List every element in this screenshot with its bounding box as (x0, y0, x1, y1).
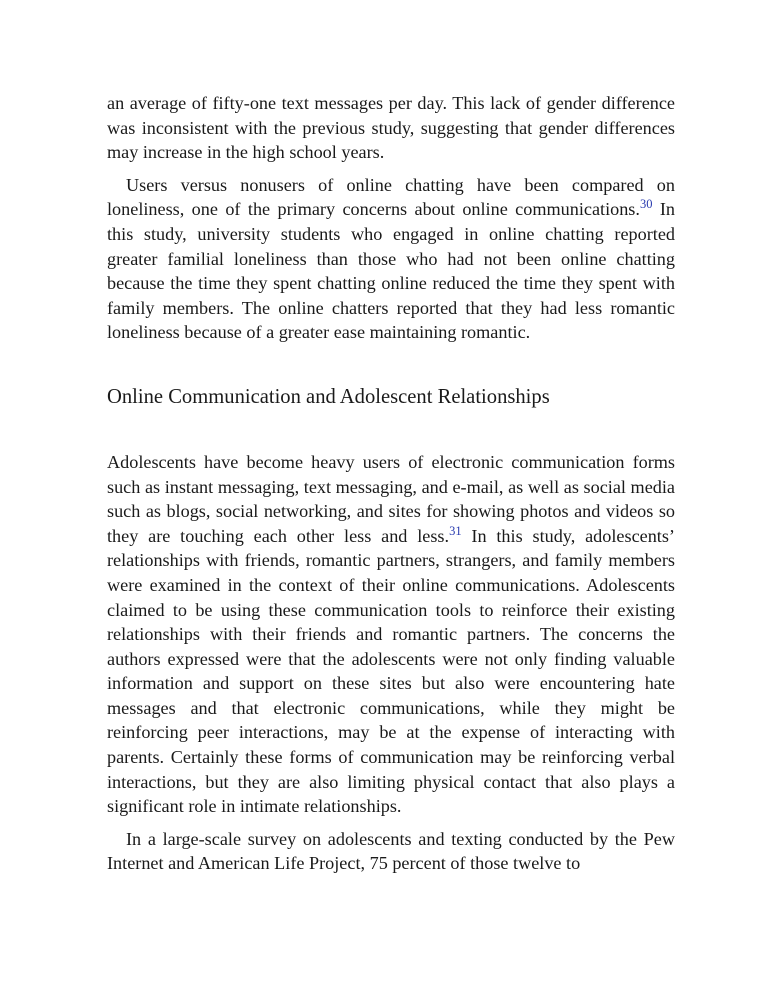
paragraph-text: Adolescents have become heavy users of electronic communication forms such as instant messaging, text messaging, and e-mail, as well as social media such as blogs, social networking, and sites for showing photos and videos so they are touching each other less and less. (107, 451, 675, 546)
section-heading: Online Communication and Adolescent Relationships (107, 385, 550, 408)
footnote-link-30[interactable]: 30 (639, 197, 653, 212)
paragraph-text: Users versus nonusers of online chatting have been compared on loneliness, one of the primary concerns about online communications. (107, 174, 675, 220)
document-page (107, 91, 675, 876)
paragraph-text-continued: In this study, adolescents’ relationships with friends, romantic partners, strangers, and family members were examined in the context of their online communications. Adolescents claimed to be using these communication tools to reinforce their existing relationships with their friends and romantic partners. The concerns the authors expressed were that the adolescents were not only finding valuable information and support on these sites but also were encountering hate messages and that electronic communications, while they might be reinforcing peer interactions, may be at the expense of interacting with parents. Certainly these forms of communication may be reinforcing verbal interactions, but they are also limiting physical contact that also plays a significant role in intimate relationships. (107, 525, 675, 817)
paragraph-pew-survey (107, 827, 675, 876)
paragraph-text: In a large-scale survey on adolescents and texting conducted by the Pew Internet and American Life Project, 75 percent of those twelve to (107, 828, 675, 874)
paragraph-text: an average of fifty-one text messages per day. This lack of gender difference was inconsistent with the previous study, suggesting that gender differences may increase in the high school years. (107, 93, 675, 163)
paragraph-online-chatting-loneliness (107, 173, 675, 345)
footnote-link-31[interactable]: 31 (449, 523, 462, 538)
paragraph-adolescent-communication (107, 450, 675, 819)
paragraph-gender-difference (107, 91, 675, 165)
paragraph-text-continued: In this study, university students who engaged in online chatting reported greater familial loneliness than those who had not been online chatting because the time they spent chatting online reduced the time they spent with family members. The online chatters reported that they had less romantic loneliness because of a greater ease maintaining romantic. (107, 199, 675, 343)
